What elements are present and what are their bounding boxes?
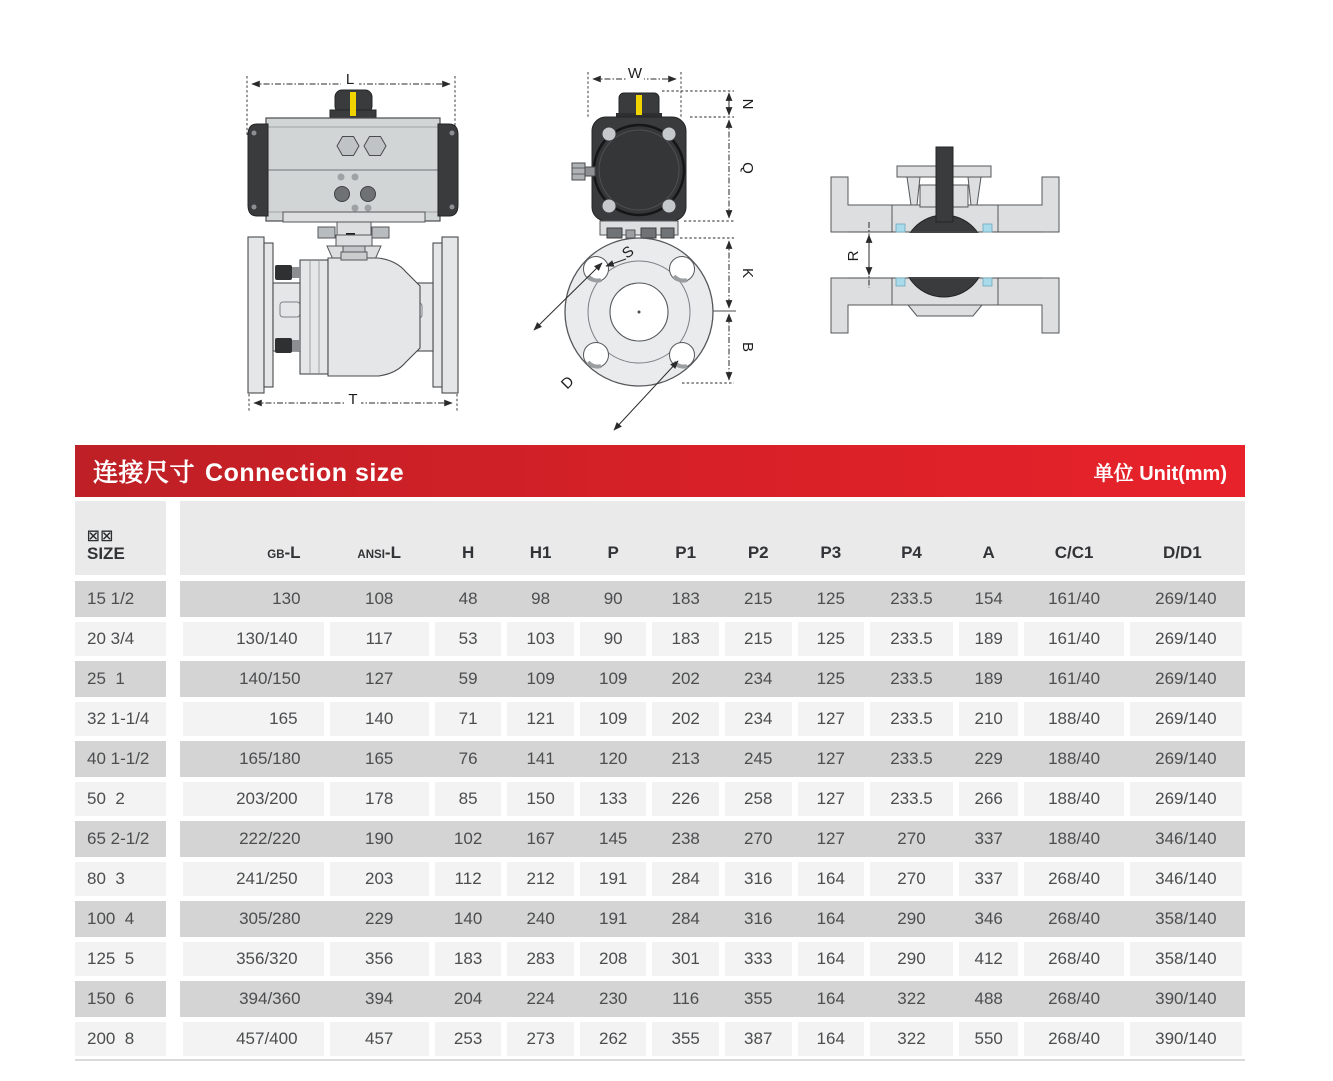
value-cell: 230 <box>577 979 650 1019</box>
table-row <box>75 699 1245 739</box>
value-cell: 390/140 <box>1127 1019 1245 1059</box>
value-cell: 337 <box>956 859 1022 899</box>
value-cell: 337 <box>956 819 1022 859</box>
value-cell: 210 <box>956 699 1022 739</box>
dim-label-S: S <box>619 242 638 263</box>
value-cell: 322 <box>867 979 956 1019</box>
value-cell: 245 <box>722 739 795 779</box>
value-cell: 355 <box>722 979 795 1019</box>
value-cell: 189 <box>956 659 1022 699</box>
value-cell: 140 <box>432 899 505 939</box>
col-header-gb-l: GB-L <box>180 501 326 579</box>
col-header-p: P <box>577 501 650 579</box>
table-row <box>75 979 1245 1019</box>
section-view-drawing <box>831 147 1059 333</box>
value-cell: 268/40 <box>1021 859 1126 899</box>
value-cell: 240 <box>504 899 577 939</box>
section-title <box>93 453 404 489</box>
value-cell: 202 <box>649 659 722 699</box>
value-cell: 268/40 <box>1021 979 1126 1019</box>
value-cell: 183 <box>649 619 722 659</box>
size-cell: 125 5 <box>75 939 180 979</box>
value-cell: 161/40 <box>1021 619 1126 659</box>
value-cell: 98 <box>504 579 577 619</box>
value-cell: 258 <box>722 779 795 819</box>
table-row <box>75 619 1245 659</box>
value-cell: 290 <box>867 939 956 979</box>
value-cell: 269/140 <box>1127 619 1245 659</box>
value-cell: 191 <box>577 859 650 899</box>
value-cell: 316 <box>722 859 795 899</box>
end-view-drawing <box>534 65 756 430</box>
value-cell: 164 <box>795 979 868 1019</box>
section-title-zh: 连接尺寸 <box>93 459 196 487</box>
value-cell: 90 <box>577 619 650 659</box>
size-cell: 20 3/4 <box>75 619 180 659</box>
value-cell: 394 <box>327 979 432 1019</box>
valve-seat <box>983 224 992 232</box>
value-cell: 188/40 <box>1021 779 1126 819</box>
size-header-glyphs: ☒☒ <box>87 528 115 544</box>
dim-label-T: T <box>348 391 358 408</box>
value-cell: 164 <box>795 1019 868 1059</box>
size-header-label: SIZE <box>87 544 125 563</box>
value-cell: 150 <box>504 779 577 819</box>
value-cell: 127 <box>795 819 868 859</box>
value-cell: 165 <box>180 699 326 739</box>
dim-label-D: D <box>557 372 578 393</box>
col-header-p1: P1 <box>649 501 722 579</box>
unit-label: 单位 Unit(mm) <box>1093 462 1227 485</box>
value-cell: 165/180 <box>180 739 326 779</box>
size-cell: 100 4 <box>75 899 180 939</box>
dim-label-L: L <box>345 71 355 88</box>
value-cell: 457 <box>327 1019 432 1059</box>
value-cell: 457/400 <box>180 1019 326 1059</box>
value-cell: 164 <box>795 899 868 939</box>
value-cell: 161/40 <box>1021 579 1126 619</box>
value-cell: 127 <box>795 779 868 819</box>
value-cell: 233.5 <box>867 779 956 819</box>
value-cell: 356 <box>327 939 432 979</box>
size-cell: 32 1-1/4 <box>75 699 180 739</box>
value-cell: 215 <box>722 619 795 659</box>
col-header-p3: P3 <box>795 501 868 579</box>
value-cell: 266 <box>956 779 1022 819</box>
value-cell: 390/140 <box>1127 979 1245 1019</box>
value-cell: 109 <box>577 659 650 699</box>
dim-label-B: B <box>739 341 756 353</box>
indicator-stripe <box>350 92 356 116</box>
value-cell: 213 <box>649 739 722 779</box>
value-cell: 358/140 <box>1127 899 1245 939</box>
dim-label-N: N <box>739 98 756 110</box>
valve-seat <box>896 224 905 232</box>
section-title-en: Connection size <box>205 459 405 487</box>
value-cell: 269/140 <box>1127 699 1245 739</box>
col-header-h1: H1 <box>504 501 577 579</box>
section-banner <box>75 445 1245 497</box>
value-cell: 268/40 <box>1021 939 1126 979</box>
value-cell: 233.5 <box>867 659 956 699</box>
value-cell: 241/250 <box>180 859 326 899</box>
size-cell: 65 2-1/2 <box>75 819 180 859</box>
value-cell: 161/40 <box>1021 659 1126 699</box>
col-header-dd1: D/D1 <box>1127 501 1245 579</box>
value-cell: 109 <box>504 659 577 699</box>
value-cell: 316 <box>722 899 795 939</box>
table-header-row <box>75 501 1245 579</box>
valve-stem <box>936 147 953 222</box>
col-header-size <box>75 501 180 579</box>
value-cell: 116 <box>649 979 722 1019</box>
value-cell: 165 <box>327 739 432 779</box>
value-cell: 102 <box>432 819 505 859</box>
value-cell: 127 <box>795 739 868 779</box>
value-cell: 178 <box>327 779 432 819</box>
value-cell: 183 <box>649 579 722 619</box>
table-row <box>75 739 1245 779</box>
value-cell: 145 <box>577 819 650 859</box>
value-cell: 154 <box>956 579 1022 619</box>
value-cell: 130/140 <box>180 619 326 659</box>
dim-label-R: R <box>845 250 862 262</box>
value-cell: 125 <box>795 579 868 619</box>
value-cell: 305/280 <box>180 899 326 939</box>
value-cell: 167 <box>504 819 577 859</box>
value-cell: 550 <box>956 1019 1022 1059</box>
value-cell: 127 <box>327 659 432 699</box>
value-cell: 85 <box>432 779 505 819</box>
value-cell: 117 <box>327 619 432 659</box>
dim-label-W: W <box>627 65 643 82</box>
value-cell: 202 <box>649 699 722 739</box>
value-cell: 269/140 <box>1127 659 1245 699</box>
col-header-ansi-l: ANSI-L <box>327 501 432 579</box>
value-cell: 253 <box>432 1019 505 1059</box>
table-row <box>75 859 1245 899</box>
value-cell: 188/40 <box>1021 819 1126 859</box>
value-cell: 190 <box>327 819 432 859</box>
table-row <box>75 939 1245 979</box>
table-row <box>75 899 1245 939</box>
value-cell: 125 <box>795 659 868 699</box>
dim-label-Q: Q <box>739 162 756 174</box>
value-cell: 284 <box>649 859 722 899</box>
value-cell: 112 <box>432 859 505 899</box>
valve-seat <box>983 278 992 286</box>
value-cell: 189 <box>956 619 1022 659</box>
value-cell: 188/40 <box>1021 699 1126 739</box>
size-cell: 25 1 <box>75 659 180 699</box>
value-cell: 203 <box>327 859 432 899</box>
value-cell: 130 <box>180 579 326 619</box>
value-cell: 273 <box>504 1019 577 1059</box>
value-cell: 333 <box>722 939 795 979</box>
value-cell: 212 <box>504 859 577 899</box>
value-cell: 355 <box>649 1019 722 1059</box>
size-cell: 200 8 <box>75 1019 180 1059</box>
value-cell: 234 <box>722 699 795 739</box>
value-cell: 188/40 <box>1021 739 1126 779</box>
table-row <box>75 819 1245 859</box>
value-cell: 224 <box>504 979 577 1019</box>
value-cell: 226 <box>649 779 722 819</box>
value-cell: 71 <box>432 699 505 739</box>
connection-size-table-wrap <box>75 501 1245 1061</box>
value-cell: 133 <box>577 779 650 819</box>
front-view-drawing <box>247 71 458 412</box>
table-row <box>75 779 1245 819</box>
value-cell: 233.5 <box>867 739 956 779</box>
table-row <box>75 659 1245 699</box>
value-cell: 90 <box>577 579 650 619</box>
value-cell: 269/140 <box>1127 779 1245 819</box>
value-cell: 215 <box>722 579 795 619</box>
col-header-p4: P4 <box>867 501 956 579</box>
value-cell: 141 <box>504 739 577 779</box>
value-cell: 233.5 <box>867 579 956 619</box>
value-cell: 269/140 <box>1127 579 1245 619</box>
valve-technical-drawings <box>0 0 1333 443</box>
value-cell: 164 <box>795 859 868 899</box>
size-cell: 150 6 <box>75 979 180 1019</box>
value-cell: 103 <box>504 619 577 659</box>
value-cell: 301 <box>649 939 722 979</box>
value-cell: 204 <box>432 979 505 1019</box>
value-cell: 48 <box>432 579 505 619</box>
value-cell: 191 <box>577 899 650 939</box>
value-cell: 238 <box>649 819 722 859</box>
value-cell: 358/140 <box>1127 939 1245 979</box>
value-cell: 346 <box>956 899 1022 939</box>
valve-seat <box>896 278 905 286</box>
connection-size-table <box>75 501 1245 1059</box>
value-cell: 412 <box>956 939 1022 979</box>
value-cell: 120 <box>577 739 650 779</box>
value-cell: 183 <box>432 939 505 979</box>
value-cell: 76 <box>432 739 505 779</box>
value-cell: 356/320 <box>180 939 326 979</box>
value-cell: 59 <box>432 659 505 699</box>
value-cell: 208 <box>577 939 650 979</box>
col-header-h: H <box>432 501 505 579</box>
value-cell: 203/200 <box>180 779 326 819</box>
col-header-a: A <box>956 501 1022 579</box>
value-cell: 488 <box>956 979 1022 1019</box>
size-cell: 80 3 <box>75 859 180 899</box>
value-cell: 346/140 <box>1127 819 1245 859</box>
value-cell: 140 <box>327 699 432 739</box>
value-cell: 387 <box>722 1019 795 1059</box>
value-cell: 270 <box>867 819 956 859</box>
value-cell: 164 <box>795 939 868 979</box>
value-cell: 234 <box>722 659 795 699</box>
page-content <box>75 445 1245 1061</box>
value-cell: 222/220 <box>180 819 326 859</box>
value-cell: 125 <box>795 619 868 659</box>
value-cell: 121 <box>504 699 577 739</box>
table-body <box>75 579 1245 1059</box>
value-cell: 290 <box>867 899 956 939</box>
col-header-cc1: C/C1 <box>1021 501 1126 579</box>
value-cell: 127 <box>795 699 868 739</box>
col-header-p2: P2 <box>722 501 795 579</box>
value-cell: 284 <box>649 899 722 939</box>
value-cell: 322 <box>867 1019 956 1059</box>
value-cell: 346/140 <box>1127 859 1245 899</box>
value-cell: 140/150 <box>180 659 326 699</box>
value-cell: 262 <box>577 1019 650 1059</box>
size-cell: 40 1-1/2 <box>75 739 180 779</box>
value-cell: 269/140 <box>1127 739 1245 779</box>
value-cell: 270 <box>867 859 956 899</box>
value-cell: 233.5 <box>867 619 956 659</box>
value-cell: 229 <box>956 739 1022 779</box>
value-cell: 268/40 <box>1021 1019 1126 1059</box>
dim-label-K: K <box>739 267 756 279</box>
value-cell: 283 <box>504 939 577 979</box>
table-row <box>75 1019 1245 1059</box>
size-cell: 15 1/2 <box>75 579 180 619</box>
size-cell: 50 2 <box>75 779 180 819</box>
value-cell: 108 <box>327 579 432 619</box>
value-cell: 229 <box>327 899 432 939</box>
value-cell: 53 <box>432 619 505 659</box>
value-cell: 233.5 <box>867 699 956 739</box>
value-cell: 268/40 <box>1021 899 1126 939</box>
value-cell: 109 <box>577 699 650 739</box>
table-row <box>75 579 1245 619</box>
value-cell: 270 <box>722 819 795 859</box>
value-cell: 394/360 <box>180 979 326 1019</box>
